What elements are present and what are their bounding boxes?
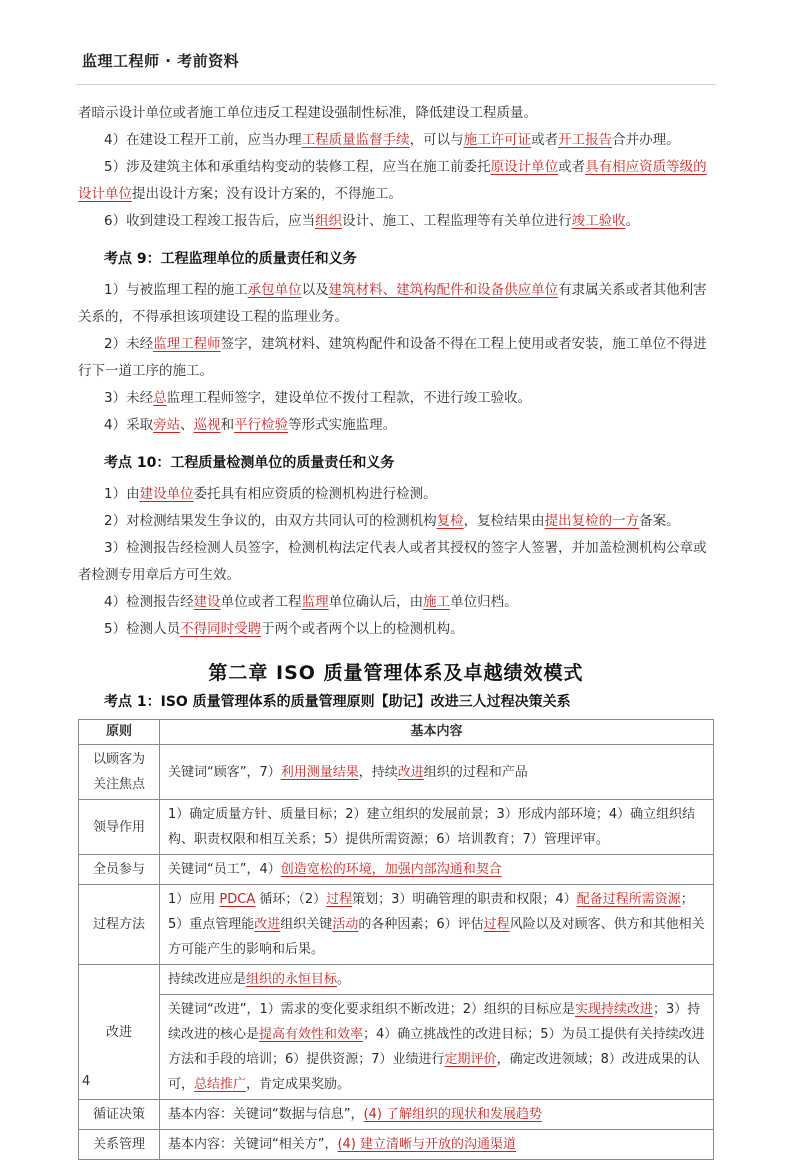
kp9-item-1 <box>78 277 714 331</box>
text: 风险以及对顾客、供方和其他相关方可能产生的影响和后果。 <box>168 917 705 957</box>
column-header-principle: 原则 <box>79 720 160 745</box>
principle-cell: 改进 <box>79 965 160 1100</box>
principles-table <box>78 719 714 1160</box>
text: 提出设计方案；没有设计方案的，不得施工。 <box>132 186 402 202</box>
text: 6）收到建设工程竣工报告后，应当 <box>104 213 316 229</box>
text: 。 <box>625 213 640 229</box>
text: 组织的过程和产品 <box>423 764 528 780</box>
key-term: (4) 建立清晰与开放的沟通渠道 <box>337 1137 517 1152</box>
key-term: 定期评价 <box>444 1052 497 1067</box>
principle-cell: 以顾客为关注焦点 <box>79 745 160 800</box>
key-term: 原设计单位 <box>490 159 559 175</box>
text: ，肯定成果奖励。 <box>246 1077 351 1092</box>
kp9-item-2 <box>78 331 714 385</box>
kp10-item-4 <box>78 589 714 616</box>
text: 以及 <box>301 282 329 298</box>
key-term: 实现持续改进 <box>575 1002 654 1017</box>
text: 5）检测人员 <box>104 621 181 637</box>
kp10-item-1 <box>78 481 714 508</box>
text: 签字，建筑材料、建筑构配件和设备不得在工程上使用或者安装，施工单位不得进行下一道工序的施工。 <box>78 336 707 379</box>
text: 1）与被监理工程的施工 <box>104 282 248 298</box>
key-term: 建筑材料、建筑构配件和设备供应单位 <box>328 282 559 298</box>
header-divider <box>76 84 716 85</box>
text: 组织关键 <box>280 917 333 932</box>
text: 单位归档。 <box>450 594 518 610</box>
key-term: 监理 <box>301 594 329 610</box>
key-term: 巡视 <box>193 417 221 433</box>
text: 关键词“改进”，1）需求的变化要求组织不断改进；2）组织的目标应是 <box>168 1002 576 1017</box>
content-cell <box>160 855 714 885</box>
table-row <box>79 1100 714 1130</box>
key-term: 改进 <box>397 764 424 780</box>
content-cell <box>160 995 714 1100</box>
page-content <box>78 100 714 1160</box>
key-term: 利用测量结果 <box>280 764 359 780</box>
text: 等形式实施监理。 <box>288 417 397 433</box>
content-cell <box>160 1130 714 1160</box>
key-term: 创造宽松的环境，加强内部沟通和契合 <box>280 862 502 877</box>
key-term: 承包单位 <box>247 282 302 298</box>
section-heading-kp10: 考点 10：工程质量检测单位的质量责任和义务 <box>104 455 395 471</box>
text: 2）对检测结果发生争议的，由双方共同认可的检测机构 <box>104 513 437 529</box>
principle-cell: 关系管理 <box>79 1130 160 1160</box>
section-heading-kp9: 考点 9：工程监理单位的质量责任和义务 <box>104 251 357 267</box>
key-term: 开工报告 <box>558 132 613 148</box>
text: 。 <box>337 972 351 987</box>
text: 或者 <box>558 159 586 175</box>
key-term: 施工 <box>423 594 451 610</box>
principle-cell: 过程方法 <box>79 885 160 965</box>
text: 和 <box>220 417 235 433</box>
key-term: 竣工验收 <box>571 213 626 229</box>
kp10-item-5 <box>78 616 714 643</box>
text: 策划；3）明确管理的职责和权限；4） <box>352 892 577 907</box>
key-term: 活动 <box>332 917 359 932</box>
text: 2）未经 <box>104 336 154 352</box>
key-term: 施工许可证 <box>463 132 532 148</box>
key-term: 建设 <box>193 594 221 610</box>
text: ，复检结果由 <box>463 513 545 529</box>
content-cell: 1）确定质量方针、质量目标；2）建立组织的发展前景；3）形成内部环境；4）确立组织结构、职责权限和相互关系；5）提供所需资源；6）培训教育；7）管理评审。 <box>160 800 714 855</box>
key-term: (4) 了解组织的现状和发展趋势 <box>363 1107 543 1122</box>
chapter-title: 第二章 ISO 质量管理体系及卓越绩效模式 <box>208 662 584 684</box>
text: 1）应用 <box>168 892 220 907</box>
key-term: 过程 <box>483 917 510 932</box>
table-row <box>79 1130 714 1160</box>
paragraph-5 <box>78 154 714 208</box>
text: 基本内容：关键词“相关方”， <box>168 1137 338 1152</box>
key-term: 监理工程师 <box>153 336 221 352</box>
text: ，可以与 <box>409 132 464 148</box>
key-term: 改进 <box>254 917 281 932</box>
text: 设计、施工、工程监理等有关单位进行 <box>342 213 572 229</box>
table-header-row <box>79 720 714 745</box>
text: ，持续 <box>358 764 398 780</box>
paragraph-4 <box>78 127 714 154</box>
key-term: 配备过程所需资源 <box>576 892 681 907</box>
page-number: 4 <box>82 1074 91 1089</box>
key-term: 提出复检的一方 <box>544 513 640 529</box>
kp9-item-3 <box>78 385 714 412</box>
text: 单位确认后，由 <box>328 594 424 610</box>
content-cell <box>160 885 714 965</box>
text: ；5）重点管理能 <box>168 892 694 932</box>
text: 4）在建设工程开工前，应当办理 <box>104 132 302 148</box>
text: 关键词“顾客”，7） <box>168 764 281 780</box>
text: 的各种因素；6）评估 <box>358 917 484 932</box>
text: 有隶属关系或者其他利害关系的，不得承担该项建设工程的监理业务。 <box>78 282 707 325</box>
principle-cell: 领导作用 <box>79 800 160 855</box>
section-heading-kp1: 考点 1：ISO 质量管理体系的质量管理原则【助记】改进三人过程决策关系 <box>104 694 571 710</box>
table-row <box>79 800 714 855</box>
principle-cell: 循证决策 <box>79 1100 160 1130</box>
key-term: 旁站 <box>153 417 181 433</box>
key-term: 组织 <box>315 213 343 229</box>
key-term: 工程质量监督手续 <box>301 132 410 148</box>
text: ，确定改进领域；8）改进成果的认可， <box>168 1052 700 1092</box>
text: 4）检测报告经 <box>104 594 194 610</box>
paragraph-6 <box>78 208 714 235</box>
key-term: 建设单位 <box>139 486 194 502</box>
text: 关键词“员工”，4） <box>168 862 281 877</box>
text: 、 <box>180 417 194 433</box>
text: 循环；（2） <box>255 892 327 907</box>
table-row <box>79 995 714 1100</box>
table-row <box>79 745 714 800</box>
text: 1）由 <box>104 486 140 502</box>
kp10-item-2 <box>78 508 714 535</box>
text: 于两个或者两个以上的检测机构。 <box>261 621 464 637</box>
text: 单位或者工程 <box>220 594 302 610</box>
page-header: 监理工程师 · 考前资料 <box>82 52 240 70</box>
text: 委托具有相应资质的检测机构进行检测。 <box>193 486 437 502</box>
content-cell <box>160 965 714 995</box>
text: 5）涉及建筑主体和承重结构变动的装修工程，应当在施工前委托 <box>104 159 491 175</box>
text: 合并办理。 <box>612 132 680 148</box>
text: 备案。 <box>639 513 680 529</box>
key-term: PDCA <box>219 892 256 907</box>
key-term: 过程 <box>326 892 353 907</box>
column-header-content: 基本内容 <box>160 720 714 745</box>
text: ；4）确立挑战性的改进目标；5）为员工提供有关持续改进方法和手段的培训；6）提供资源；7）业绩进行 <box>168 1027 705 1067</box>
text: 4）采取 <box>104 417 154 433</box>
key-term: 复检 <box>436 513 464 529</box>
text: 基本内容：关键词“数据与信息”， <box>168 1107 364 1122</box>
kp10-item-3: 3）检测报告经检测人员签字，检测机构法定代表人或者其授权的签字人签署，并加盖检测机构公章或者检测专用章后方可生效。 <box>78 540 707 583</box>
table-row <box>79 855 714 885</box>
text: 监理工程师签字，建设单位不拨付工程款，不进行竣工验收。 <box>166 390 532 406</box>
key-term: 总结推广 <box>194 1077 247 1092</box>
key-term: 不得同时受聘 <box>180 621 262 637</box>
text: 3）未经 <box>104 390 154 406</box>
principle-cell: 全员参与 <box>79 855 160 885</box>
key-term: 组织的永恒目标 <box>246 972 338 987</box>
key-term: 具有相应资质等级的设计单位 <box>78 159 707 202</box>
key-term: 提高有效性和效率 <box>259 1027 364 1042</box>
key-term: 平行检验 <box>234 417 289 433</box>
content-cell <box>160 745 714 800</box>
kp9-item-4 <box>78 412 714 439</box>
table-row <box>79 965 714 995</box>
intro-line: 者暗示设计单位或者施工单位违反工程建设强制性标准，降低建设工程质量。 <box>78 105 537 121</box>
text: 持续改进应是 <box>168 972 247 987</box>
text: 或者 <box>531 132 559 148</box>
table-row <box>79 885 714 965</box>
key-term: 总 <box>153 390 167 406</box>
text: ；3）持续改进的核心是 <box>168 1002 701 1042</box>
content-cell <box>160 1100 714 1130</box>
